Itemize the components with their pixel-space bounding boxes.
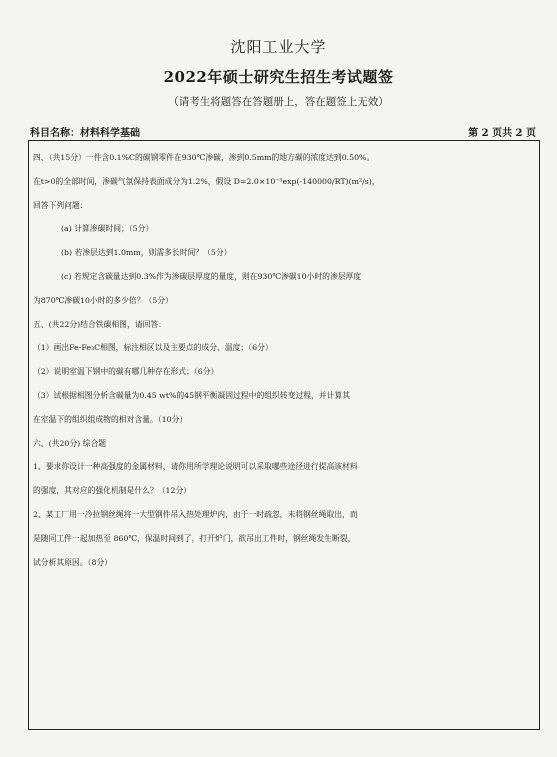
exam-title: 2022年硕士研究生招生考试题签 — [163, 68, 394, 86]
q5-item-3-cont: 在室温下的组织组成物的相对含量。（10分） — [33, 414, 188, 424]
subject-name: 科目名称：材料科学基础 — [30, 128, 140, 139]
q4-line-3: 回答下列问题： — [33, 200, 88, 210]
q4-line-2: 在t>0的全部时间，渗碳气氛保持表面成分为1.2%，假设 D=2.0×10⁻⁵exp(-140000/RT)(m²/s)， — [33, 176, 380, 186]
q5-item-3: （3）试根据相图分析含碳量为0.45 wt%的45钢平衡凝固过程中的组织转变过程，并计算其 — [33, 390, 351, 400]
page-number: 第 2 页共 2 页 — [468, 128, 536, 139]
q6-item-2-end: 试分析其原因。（8分） — [33, 557, 113, 567]
university-name: 沈阳工业大学 — [230, 38, 327, 56]
q4-line-1: 四、（共15分）一件含0.1%C的碳钢零件在930℃渗碳，渗到0.5mm的地方碳的浓度达到0.50%。 — [33, 153, 375, 162]
answer-notice: （请考生将题答在答题册上，答在题签上无效） — [168, 96, 389, 108]
q4-part-c-cont: 为870℃渗碳10小时的多少倍？（5分） — [33, 295, 173, 305]
q6-item-2: 2、某工厂用一冷拉钢丝绳将一大型钢件吊入热处理炉内，由于一时疏忽，未将钢丝绳取出，而 — [33, 509, 358, 519]
subject-line — [30, 124, 542, 138]
q6-item-2-cont: 是随同工件一起加热至 860℃，保温时间到了，打开炉门，欲吊出工件时，钢丝绳发生断裂， — [33, 533, 356, 543]
q4-part-b: (b) 若渗层达到1.0mm，则需多长时间？（5分） — [61, 248, 232, 258]
q5-heading: 五、(共22分)结合铁碳相图，请回答： — [33, 319, 166, 329]
q4-part-a: (a) 计算渗碳时间；（5分） — [61, 224, 154, 234]
q5-item-1: （1）画出Fe-Fe₃C相图，标注相区以及主要点的成分、温度；（6分） — [33, 343, 273, 353]
q6-item-1: 1、要求你设计一种高强度的金属材料，请你用所学理论说明可以采取哪些途径进行提高该材料 — [33, 462, 358, 472]
q4-part-c: (c) 若规定含碳量达到0.3%作为渗碳层厚度的量度，则在930℃渗碳10小时的渗层厚度 — [61, 271, 362, 281]
q6-heading: 六、(共20分) 综合题 — [33, 438, 107, 448]
q5-item-2: （2）说明室温下钢中的碳有哪几种存在形式；（6分） — [33, 367, 219, 377]
question-content — [33, 146, 535, 574]
q6-item-1-cont: 的强度，其对应的强化机制是什么？（12分） — [33, 486, 192, 496]
